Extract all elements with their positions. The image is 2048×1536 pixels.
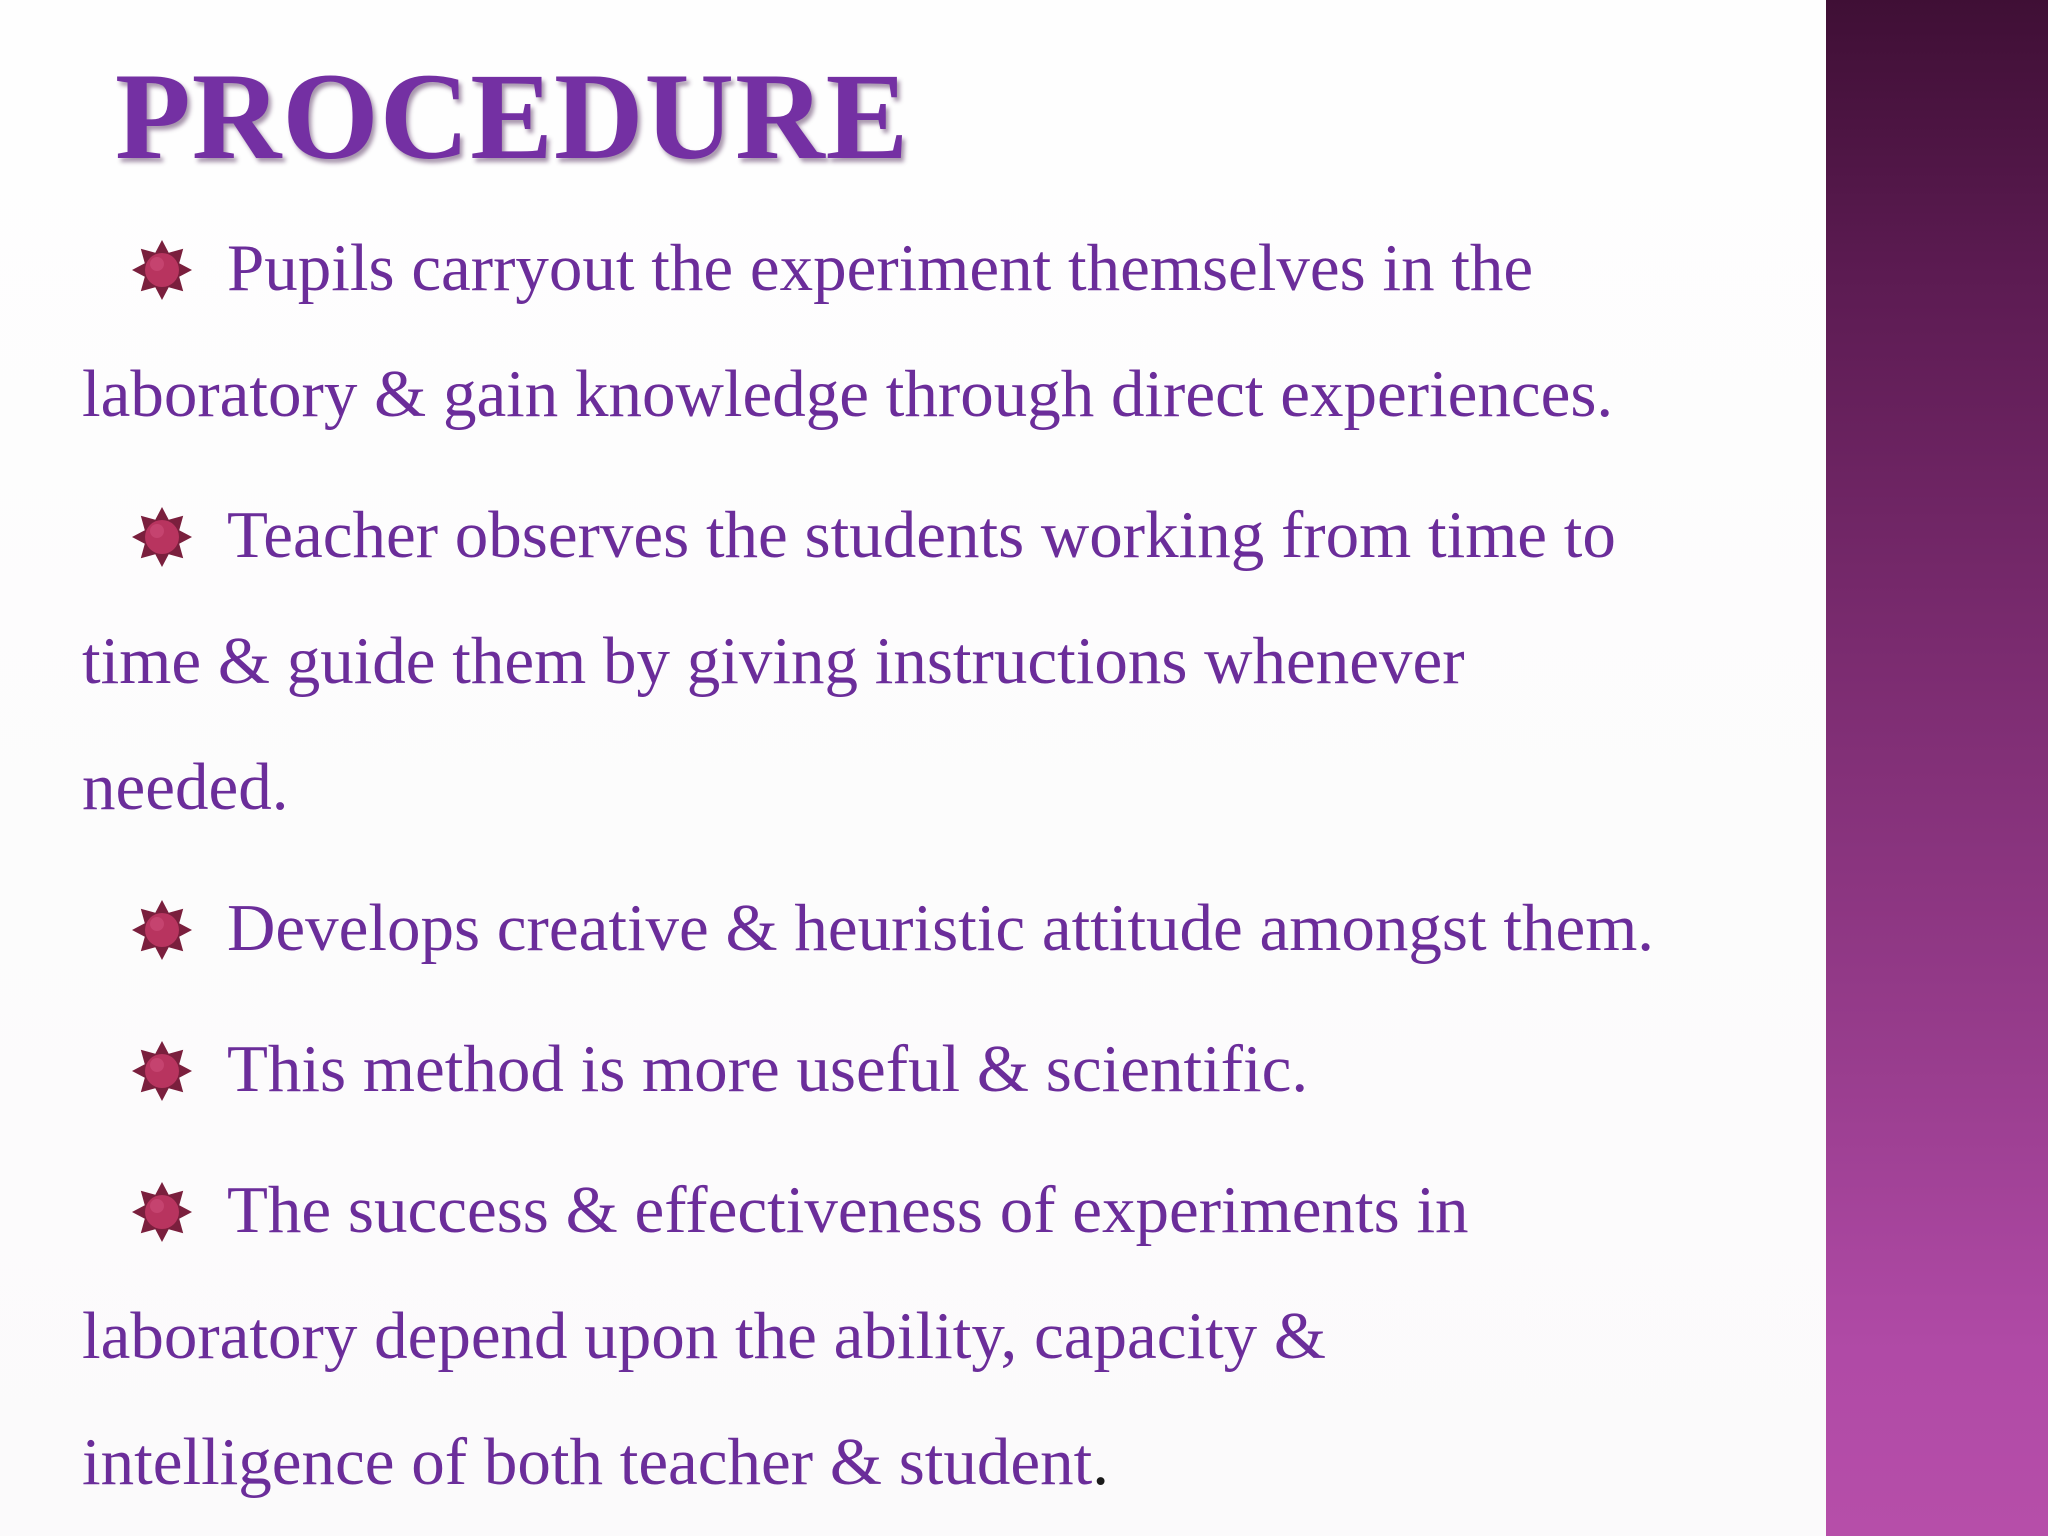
bullet-5-line-2: laboratory depend upon the ability, capacity &	[82, 1299, 1327, 1373]
bullet-5-line-3	[0, 1399, 1812, 1525]
bullet-4-line-1: This method is more useful & scientific.	[227, 1032, 1309, 1106]
bullet-item-5	[82, 1147, 1812, 1525]
bullet-2-line-2: time & guide them by giving instructions whenever	[82, 624, 1465, 698]
bullet-5-line-3-text: intelligence of both teacher & student	[82, 1425, 1093, 1499]
bullet-5-end-mark: .	[1092, 1425, 1109, 1499]
bullet-3-line-1: Develops creative & heuristic attitude amongst them.	[227, 891, 1655, 965]
starburst-bullet-icon	[130, 1039, 194, 1103]
bullet-item-2	[82, 472, 1812, 850]
bullet-list	[82, 205, 1812, 1525]
bullet-2-line-3: needed.	[82, 750, 289, 824]
bullet-item-1	[82, 205, 1812, 457]
bullet-5-line-1: The success & effectiveness of experiments in	[227, 1173, 1469, 1247]
bullet-item-4	[82, 1006, 1812, 1132]
bullet-1-line-2: laboratory & gain knowledge through direct experiences.	[82, 357, 1614, 431]
starburst-bullet-icon	[130, 898, 194, 962]
starburst-bullet-icon	[130, 1180, 194, 1244]
bullet-2-line-1: Teacher observes the students working from time to	[227, 498, 1616, 572]
starburst-bullet-icon	[130, 238, 194, 302]
bullet-1-line-1: Pupils carryout the experiment themselves in the	[227, 231, 1534, 305]
starburst-bullet-icon	[130, 505, 194, 569]
slide-title: PROCEDURE	[115, 48, 910, 185]
decorative-side-band	[1826, 0, 2048, 1536]
bullet-item-3	[82, 865, 1812, 991]
